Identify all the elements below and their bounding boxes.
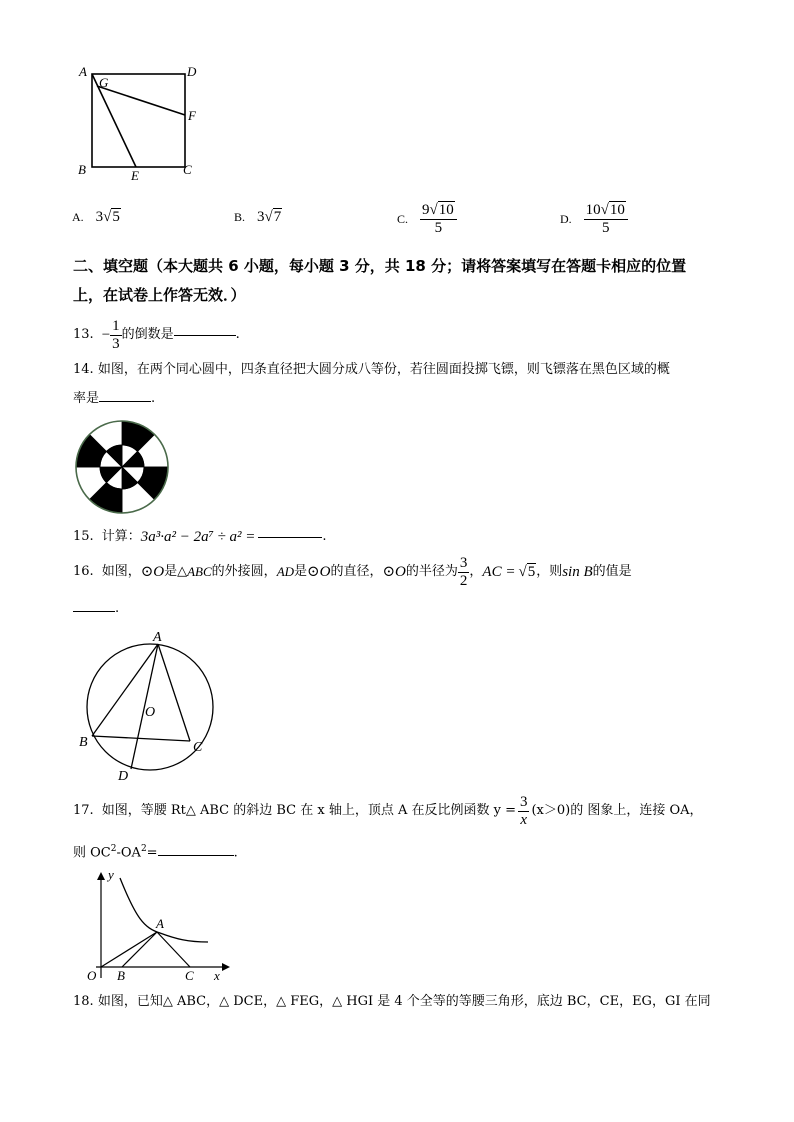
circle-o: ⊙O xyxy=(140,564,165,580)
sqrt-expression: √5 xyxy=(518,564,536,580)
question-text: 是△ xyxy=(164,564,188,579)
question-text: 如图， xyxy=(101,564,141,579)
minus-sign: − xyxy=(101,327,111,343)
question-text: 如图，已知△ ABC，△ DCE，△ FEG，△ HGI 是 4 个全等的等腰三角形，底边 BC，CE，EG，GI 在同 xyxy=(97,994,711,1009)
q12-square-figure xyxy=(70,62,210,187)
label-b: B xyxy=(117,968,125,983)
period: . xyxy=(233,845,238,861)
segment-bc xyxy=(92,736,190,741)
q12-option-c[interactable] xyxy=(397,199,457,239)
fraction-numerator: 3 xyxy=(519,793,528,810)
label-o: O xyxy=(145,705,156,720)
equation-ac: AC = xyxy=(482,564,516,580)
question-text: 的倒数是 xyxy=(121,327,174,342)
label-c: C xyxy=(183,162,192,177)
period: . xyxy=(322,529,327,544)
radicand: 10 xyxy=(609,201,625,218)
period: . xyxy=(235,327,240,342)
period: . xyxy=(151,391,156,406)
segment-ba xyxy=(122,932,157,967)
question-text: 的值是 xyxy=(592,564,632,579)
question-text: 的直径， xyxy=(330,564,383,579)
expression: 3a³·a² − 2a⁷ ÷ a² = xyxy=(140,529,256,545)
option-coef: 10 xyxy=(585,201,601,218)
q16-line2 xyxy=(73,600,119,618)
fraction-denominator: x xyxy=(520,811,528,828)
label-y: y xyxy=(108,867,114,882)
option-coef: 9 xyxy=(422,201,430,218)
label-d: D xyxy=(118,769,129,783)
question-number: 16. xyxy=(73,564,94,579)
option-letter: B. xyxy=(234,209,246,224)
question-text: 的半径为 xyxy=(405,564,458,579)
superscript: 2 xyxy=(110,844,117,854)
label-c: C xyxy=(185,968,194,983)
option-letter: D. xyxy=(560,211,572,226)
sqrt-expression: √7 xyxy=(264,208,282,225)
sin-b: sin B xyxy=(562,564,593,580)
question-text: 如图，在两个同心圆中，四条直径把大圆分成八等份，若往圆面投掷飞镖，则飞镖落在黑色区域的概 xyxy=(97,362,670,377)
question-number: 13. xyxy=(73,327,94,342)
expression-text: -OA xyxy=(116,845,141,861)
expression-text: 则 OC xyxy=(73,845,111,861)
q12-option-b[interactable] xyxy=(234,207,282,227)
question-text: ，则 xyxy=(536,564,563,579)
radicand: 10 xyxy=(438,201,454,218)
question-number: 17. xyxy=(73,803,94,818)
answer-blank[interactable] xyxy=(174,335,236,336)
q14-line1 xyxy=(73,361,670,379)
label-e: E xyxy=(131,168,139,183)
label-f: F xyxy=(188,108,196,123)
q14-dartboard-figure xyxy=(74,419,170,515)
fraction-denominator: 3 xyxy=(112,335,120,352)
segment-ad: AD xyxy=(276,564,295,579)
radicand: 5 xyxy=(527,564,536,580)
q17-graph-figure xyxy=(84,866,234,984)
option-letter: C. xyxy=(397,211,409,226)
question-text: 率是 xyxy=(73,391,100,406)
segment-ac xyxy=(158,644,190,741)
label-b: B xyxy=(78,162,86,177)
q16-circle-figure xyxy=(74,628,214,783)
period: . xyxy=(115,601,120,616)
question-number: 18. xyxy=(73,994,94,1009)
superscript: 2 xyxy=(140,844,147,854)
fraction-numerator: 9√10 xyxy=(420,202,457,220)
label-d: D xyxy=(187,64,197,79)
option-coef: 3 xyxy=(95,208,104,225)
answer-blank[interactable] xyxy=(99,401,151,402)
triangle-abc: ABC xyxy=(187,564,212,579)
option-letter: A. xyxy=(72,209,84,224)
question-text: 是 xyxy=(294,564,308,579)
x-axis-arrow xyxy=(222,963,230,971)
fraction-denominator: 2 xyxy=(459,572,468,589)
q12-option-d[interactable] xyxy=(560,199,628,239)
circle-o: ⊙O xyxy=(382,564,406,580)
question-text: ， xyxy=(469,564,483,579)
fraction xyxy=(518,794,530,829)
label-o: O xyxy=(87,968,97,983)
fraction-denominator: 5 xyxy=(602,219,610,236)
fraction xyxy=(420,202,457,237)
q17-line2 xyxy=(73,840,238,862)
section2-heading-line1: 二、填空题（本大题共 6 小题，每小题 3 分，共 18 分；请将答案填写在答题卡相应的位置 xyxy=(73,257,687,275)
fraction-numerator: 1 xyxy=(112,317,120,334)
q14-line2 xyxy=(73,390,155,408)
question-text: 如图，等腰 Rt△ ABC 的斜边 BC 在 x 轴上，顶点 A 在反比例函数 y = xyxy=(101,803,516,818)
answer-blank[interactable] xyxy=(158,855,234,856)
q18-line1 xyxy=(73,993,711,1011)
question-label: 计算： xyxy=(101,529,141,544)
question-text: (x＞0)的 图象上，连接 OA， xyxy=(531,803,703,818)
expression-text: = xyxy=(146,845,158,861)
fraction-numerator: 3 xyxy=(459,554,468,571)
label-a: A xyxy=(156,916,164,931)
fraction xyxy=(584,202,628,237)
q13-question xyxy=(73,315,240,355)
segment-oa xyxy=(101,932,157,967)
label-a: A xyxy=(153,630,162,645)
q12-option-a[interactable] xyxy=(72,207,121,227)
radicand: 5 xyxy=(112,208,120,225)
radicand: 7 xyxy=(273,208,282,225)
q16-line1 xyxy=(73,552,632,592)
label-b: B xyxy=(79,735,88,750)
hyperbola-curve xyxy=(120,878,208,942)
option-coef: 3 xyxy=(257,208,265,225)
sqrt-expression: √5 xyxy=(103,208,120,225)
section2-heading-line2: 上，在试卷上作答无效．） xyxy=(73,286,246,304)
label-x: x xyxy=(214,968,220,983)
question-number: 15. xyxy=(73,529,94,544)
q15-question xyxy=(73,526,327,548)
label-c: C xyxy=(193,740,203,755)
fraction-numerator: 10√10 xyxy=(584,202,628,220)
q17-line1 xyxy=(73,791,703,831)
circle-o: ⊙O xyxy=(307,564,331,580)
label-a: A xyxy=(79,64,87,79)
question-number: 14. xyxy=(73,362,94,377)
answer-blank[interactable] xyxy=(258,537,322,538)
answer-blank[interactable] xyxy=(73,611,115,612)
fraction xyxy=(458,555,470,590)
question-text: 的外接圆， xyxy=(211,564,277,579)
fraction-denominator: 5 xyxy=(434,219,443,236)
label-g: G xyxy=(99,75,109,90)
fraction xyxy=(110,318,122,353)
y-axis-arrow xyxy=(97,872,105,880)
